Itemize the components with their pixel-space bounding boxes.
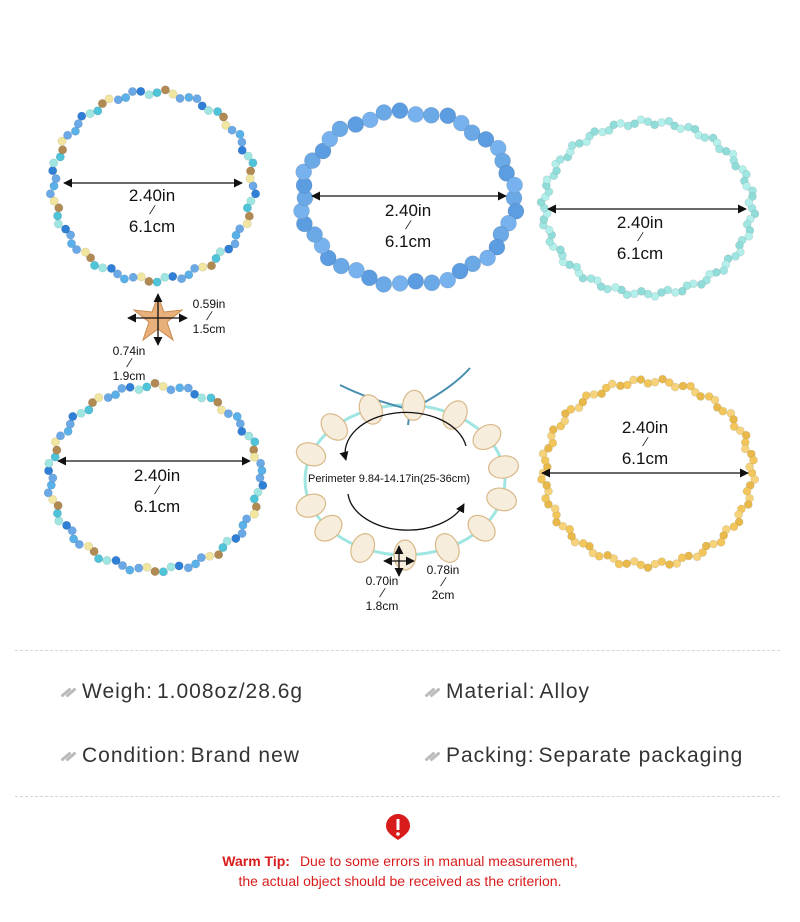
cowrie-shell: [431, 530, 464, 566]
bead: [137, 273, 145, 281]
spec-weigh: Weigh: 1.008oz/28.6g: [60, 680, 303, 704]
bead: [161, 273, 169, 281]
bead: [246, 167, 254, 175]
bead: [671, 383, 679, 391]
bead: [153, 89, 161, 97]
bead: [608, 380, 616, 388]
bead: [243, 220, 251, 228]
bead: [590, 391, 598, 399]
bead: [46, 190, 54, 198]
cowrie-shell: [487, 454, 520, 481]
bead: [250, 495, 258, 503]
cowrie-shell: [484, 485, 519, 514]
bead: [746, 463, 754, 471]
bead: [348, 117, 364, 133]
bead: [238, 427, 246, 435]
bead: [232, 231, 240, 239]
bead: [717, 538, 725, 546]
measure-label-b4: 2.40in / 6.1cm: [133, 466, 181, 516]
bead: [236, 420, 244, 428]
bead: [637, 376, 645, 384]
bead: [551, 505, 559, 513]
bead: [45, 459, 53, 467]
bead: [658, 118, 666, 126]
bead: [66, 420, 74, 428]
bead: [204, 106, 212, 114]
bead: [224, 410, 232, 418]
bead: [50, 182, 58, 190]
bead: [199, 263, 207, 271]
bead: [53, 212, 61, 220]
cowrie-shell: [355, 392, 386, 428]
bead: [53, 509, 61, 517]
bead: [95, 393, 103, 401]
bead: [697, 280, 705, 288]
bead: [480, 250, 496, 266]
cowrie-shell: [293, 490, 329, 521]
bead: [135, 386, 143, 394]
bracelet-aqua: [537, 116, 759, 301]
bead: [693, 553, 701, 561]
bead: [84, 542, 92, 550]
bead: [197, 394, 205, 402]
bead: [582, 392, 590, 400]
bead: [720, 267, 728, 275]
bead: [251, 438, 259, 446]
bead: [126, 566, 134, 574]
bead: [651, 378, 659, 386]
bead: [153, 278, 161, 286]
bead: [709, 540, 717, 548]
bead: [392, 275, 408, 291]
bead: [126, 383, 134, 391]
bead: [423, 107, 439, 123]
bead: [143, 383, 151, 391]
bead: [55, 517, 63, 525]
bullet-icon: [424, 751, 440, 761]
bead: [184, 384, 192, 392]
bead: [207, 262, 215, 270]
bead: [67, 239, 75, 247]
bead: [159, 382, 167, 390]
bead: [167, 386, 175, 394]
bead: [258, 466, 266, 474]
bead: [184, 564, 192, 572]
bead: [63, 131, 71, 139]
bead: [245, 212, 253, 220]
bead: [107, 264, 115, 272]
bead: [128, 87, 136, 95]
bead: [78, 112, 86, 120]
bead: [90, 261, 98, 269]
bead: [611, 283, 619, 291]
bead: [507, 177, 523, 193]
bead: [711, 396, 719, 404]
bead: [561, 417, 569, 425]
bead: [671, 288, 679, 296]
bead: [99, 264, 107, 272]
bead: [742, 431, 750, 439]
bead: [94, 555, 102, 563]
bead: [249, 159, 257, 167]
bead: [730, 523, 738, 531]
bead: [408, 273, 424, 289]
bead: [238, 138, 246, 146]
measure-label-b3: 2.40in / 6.1cm: [616, 213, 664, 263]
bead: [730, 416, 738, 424]
bead: [617, 119, 625, 127]
bead: [122, 93, 130, 101]
bead: [579, 539, 587, 547]
bead: [673, 560, 681, 568]
warning-icon: [384, 813, 412, 841]
bead: [239, 521, 247, 529]
bead: [167, 563, 175, 571]
bead: [135, 564, 143, 572]
bead: [349, 262, 365, 278]
bead: [567, 405, 575, 413]
bead: [56, 432, 64, 440]
bead: [623, 560, 631, 568]
bracelet-blue-large: [294, 103, 524, 293]
bead: [214, 551, 222, 559]
bead: [61, 225, 69, 233]
warm-tip-line2: the actual object should be received as the criterion.: [238, 873, 562, 889]
bead: [556, 246, 564, 254]
bead: [744, 501, 752, 509]
bead: [145, 277, 153, 285]
warm-tip-line1: Warm Tip: Due to some errors in manual measurement,: [222, 853, 578, 869]
bead: [236, 130, 244, 138]
bead: [392, 103, 408, 119]
bead: [243, 204, 251, 212]
spec-material: Material: Alloy: [424, 680, 590, 704]
bead: [143, 563, 151, 571]
bead: [637, 287, 645, 295]
bead: [644, 379, 652, 387]
bead: [176, 94, 184, 102]
bead: [111, 391, 119, 399]
bead: [151, 567, 159, 575]
bead: [145, 91, 153, 99]
bead: [246, 174, 254, 182]
bead: [185, 93, 193, 101]
cowrie-shell: [293, 439, 329, 470]
bead: [573, 263, 581, 271]
cowrie-shell: [401, 389, 426, 421]
measure-label-starfish-height: 0.74in / 1.9cm: [112, 344, 146, 383]
bead: [697, 392, 705, 400]
bullet-icon: [60, 751, 76, 761]
bead: [74, 120, 82, 128]
bullet-icon: [424, 687, 440, 697]
bead: [745, 199, 753, 207]
spec-packing: Packing: Separate packaging: [424, 744, 743, 768]
bead: [206, 552, 214, 560]
cowrie-shell: [346, 530, 379, 566]
bead: [549, 439, 557, 447]
bead: [177, 275, 185, 283]
bead: [58, 146, 66, 154]
bead: [69, 412, 77, 420]
measure-label-b6: 2.40in / 6.1cm: [621, 418, 669, 468]
bead: [424, 275, 440, 291]
bead: [219, 113, 227, 121]
bead: [576, 139, 584, 147]
bead: [604, 551, 612, 559]
bead: [549, 426, 557, 434]
cowrie-shell: [394, 540, 416, 570]
bead: [77, 409, 85, 417]
bead: [591, 128, 599, 136]
bead: [118, 384, 126, 392]
bead: [44, 489, 52, 497]
bead: [69, 535, 77, 543]
bead: [103, 556, 111, 564]
bead: [250, 510, 258, 518]
bead: [440, 272, 456, 288]
bead: [159, 568, 167, 576]
measure-label-shell-height: 0.70in / 1.8cm: [365, 574, 399, 613]
bead: [735, 511, 743, 519]
bead: [53, 446, 61, 454]
bead: [81, 248, 89, 256]
bead: [49, 474, 57, 482]
measure-label-b1: 2.40in / 6.1cm: [128, 186, 176, 236]
bead: [587, 275, 595, 283]
bead: [556, 156, 564, 164]
bead: [49, 167, 57, 175]
measure-label-starfish-width: 0.59in / 1.5cm: [192, 297, 226, 336]
bead: [701, 134, 709, 142]
bullet-icon: [60, 687, 76, 697]
bead: [105, 95, 113, 103]
measure-label-shell-width: 0.78in / 2cm: [426, 563, 460, 602]
bead: [193, 95, 201, 103]
bead: [630, 557, 638, 565]
bead: [666, 561, 674, 569]
bead: [679, 382, 687, 390]
bead: [94, 107, 102, 115]
bead: [553, 518, 561, 526]
bead: [228, 126, 236, 134]
bead: [175, 562, 183, 570]
bead: [85, 406, 93, 414]
bead: [232, 534, 240, 542]
bead: [212, 254, 220, 262]
measure-label-b2: 2.40in / 6.1cm: [384, 201, 432, 251]
bead: [169, 272, 177, 280]
bead: [630, 376, 638, 384]
bead: [677, 125, 685, 133]
divider-bottom: [15, 796, 780, 797]
bead: [225, 245, 233, 253]
bead: [251, 190, 259, 198]
bead: [214, 398, 222, 406]
bead: [630, 290, 638, 298]
bead: [129, 273, 137, 281]
bead: [151, 379, 159, 387]
bead: [161, 86, 169, 94]
bead: [732, 252, 740, 260]
bead: [54, 220, 62, 228]
bead: [332, 121, 348, 137]
bead: [86, 109, 94, 117]
bead: [376, 276, 392, 292]
perimeter-label: Perimeter 9.84-14.17in(25-36cm): [308, 473, 471, 485]
bead: [719, 407, 727, 415]
bead: [250, 453, 258, 461]
bead: [256, 459, 264, 467]
spec-condition: Condition: Brand new: [60, 744, 300, 768]
bead: [568, 141, 576, 149]
bead: [62, 521, 70, 529]
bead: [137, 87, 145, 95]
bead: [176, 384, 184, 392]
bead: [114, 96, 122, 104]
bead: [112, 556, 120, 564]
warm-tip-title: Warm Tip:: [222, 853, 290, 869]
bead: [408, 106, 424, 122]
bead: [542, 494, 550, 502]
divider-top: [15, 650, 780, 651]
bead: [50, 159, 58, 167]
bead: [376, 105, 392, 121]
bead: [52, 174, 60, 182]
